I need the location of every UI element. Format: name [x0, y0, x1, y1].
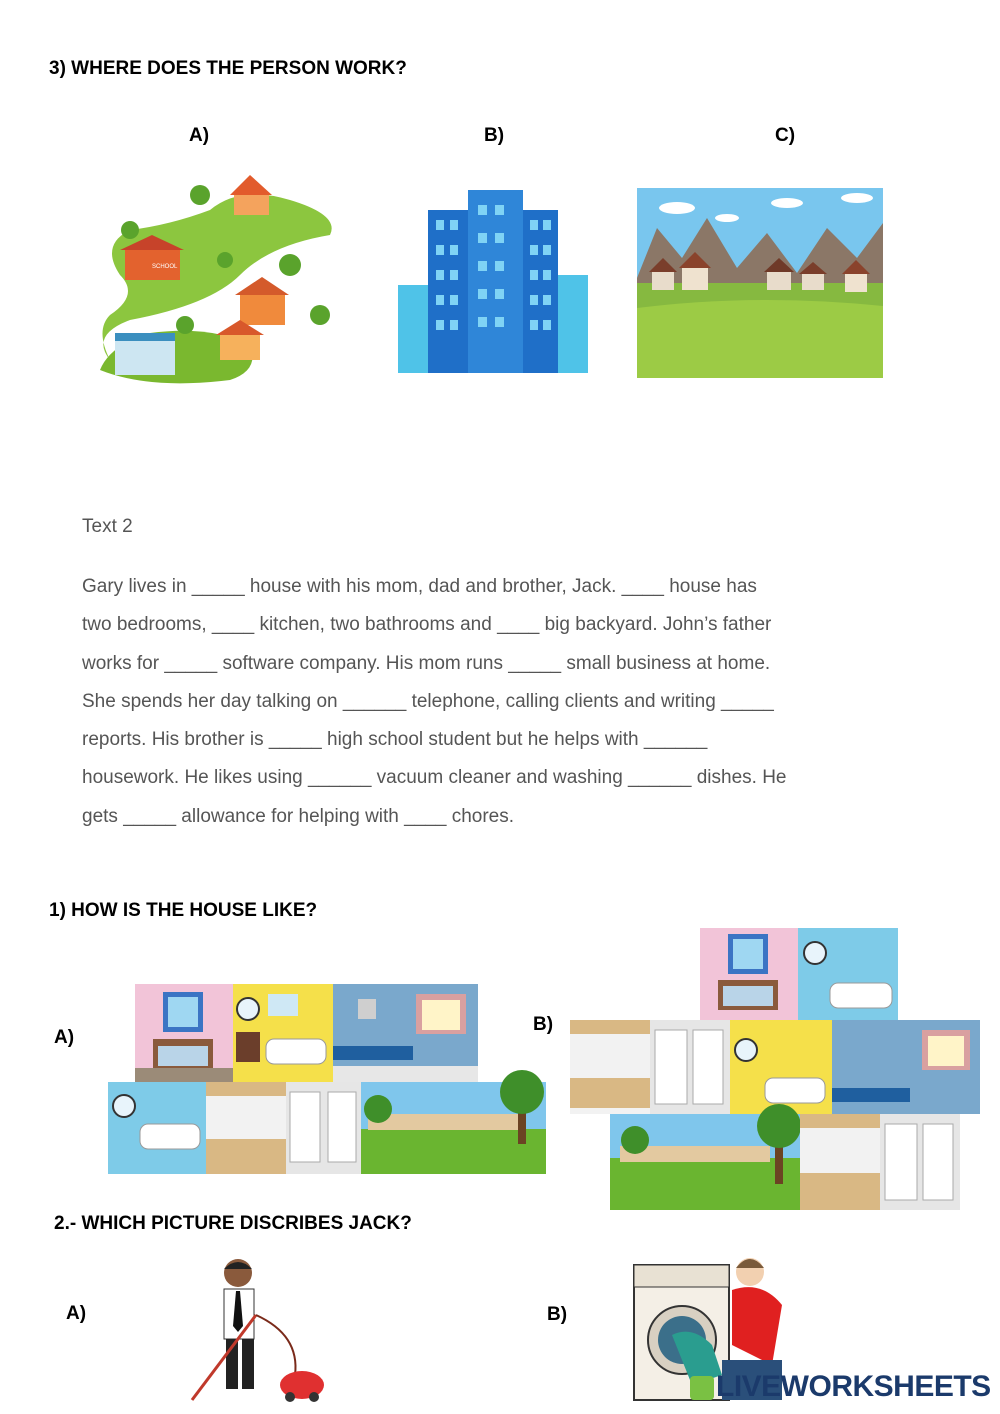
option-c-label: C) — [775, 125, 796, 146]
countryside-illustration — [637, 188, 883, 378]
office-building-illustration — [398, 185, 588, 373]
passage-line: She spends her day talking on ______ telephone, calling clients and writing _____ — [82, 690, 774, 712]
school-sign: SCHOOL — [152, 264, 178, 270]
liveworksheets-logo-icon — [690, 1376, 714, 1400]
liveworksheets-watermark — [690, 1370, 995, 1410]
question-where-work: 3) WHERE DOES THE PERSON WORK? — [49, 58, 407, 79]
passage-line: reports. His brother is _____ high school student but he helps with ______ — [82, 729, 708, 751]
house-b-collage — [570, 928, 988, 1212]
text2-title: Text 2 — [82, 516, 133, 537]
option-b-label: B) — [484, 125, 505, 146]
passage-line: two bedrooms, ____ kitchen, two bathrooms and ____ big backyard. John’s father — [82, 614, 772, 636]
boy-vacuuming-illustration — [190, 1255, 330, 1405]
watermark-text: LIVEWORKSHEETS — [716, 1370, 991, 1403]
house-option-b-label: B) — [533, 1014, 554, 1035]
jack-option-b-label: B) — [547, 1304, 568, 1325]
house-option-a-label: A) — [54, 1027, 75, 1048]
house-a-collage — [108, 984, 548, 1174]
jack-option-a-label: A) — [66, 1303, 87, 1324]
question-describes-jack: 2.- WHICH PICTURE DISCRIBES JACK? — [54, 1213, 412, 1234]
passage-line: housework. He likes using ______ vacuum cleaner and washing ______ dishes. He — [82, 767, 787, 789]
fill-blank-passage — [82, 568, 787, 836]
passage-line: works for _____ software company. His mom runs _____ small business at home. — [82, 652, 771, 674]
option-a-label: A) — [189, 125, 210, 146]
passage-line: gets _____ allowance for helping with ____ chores. — [82, 805, 515, 827]
town-illustration — [90, 155, 345, 400]
question-house-like: 1) HOW IS THE HOUSE LIKE? — [49, 900, 318, 921]
passage-line: Gary lives in _____ house with his mom, dad and brother, Jack. ____ house has — [82, 576, 757, 597]
